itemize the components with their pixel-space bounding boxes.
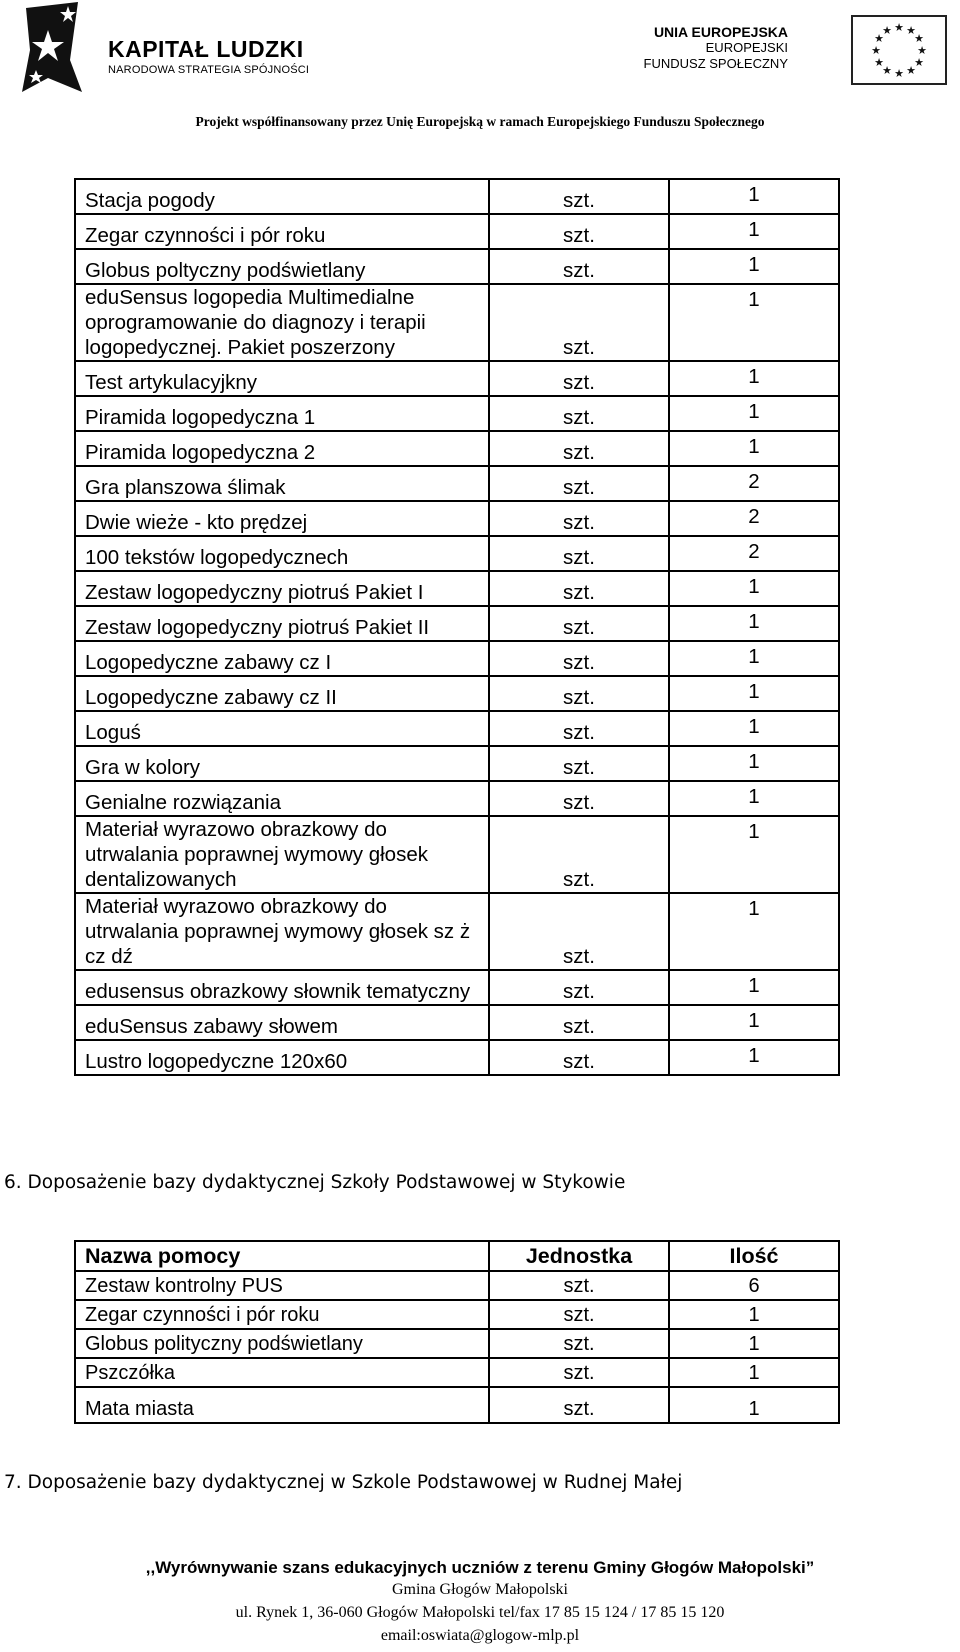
item-name: Zegar czynności i pór roku [75, 214, 489, 249]
item-unit: szt. [489, 466, 669, 501]
table-row [75, 249, 839, 284]
item-unit: szt. [489, 501, 669, 536]
table-row [75, 284, 839, 361]
item-name: Mata miasta [75, 1387, 489, 1423]
table-row [75, 1300, 839, 1329]
table-row [75, 179, 839, 214]
item-unit: szt. [489, 396, 669, 431]
item-name: Logopedyczne zabawy cz II [75, 676, 489, 711]
table-header-row [75, 1241, 839, 1271]
section-7-heading: 7. Doposażenie bazy dydaktycznej w Szkole Podstawowej w Rudnej Małej [4, 1472, 683, 1493]
item-name: Zestaw logopedyczny piotruś Pakiet I [75, 571, 489, 606]
item-unit: szt. [489, 1040, 669, 1075]
item-qty: 1 [669, 711, 839, 746]
table-row [75, 501, 839, 536]
table-row [75, 1005, 839, 1040]
item-name: Loguś [75, 711, 489, 746]
footer-project-title: ,,Wyrównywanie szans edukacyjnych uczniów z terenu Gminy Głogów Małopolski” [145, 1558, 815, 1577]
item-qty: 1 [669, 284, 839, 361]
svg-text:★: ★ [894, 21, 904, 34]
table-row [75, 606, 839, 641]
eu-flag-icon [851, 15, 947, 85]
item-qty: 1 [669, 781, 839, 816]
equipment-table-stykow [74, 1240, 840, 1424]
table2-head [75, 1241, 839, 1271]
item-name: 100 tekstów logopedycznech [75, 536, 489, 571]
item-qty: 1 [669, 606, 839, 641]
item-unit: szt. [489, 1300, 669, 1329]
item-unit: szt. [489, 711, 669, 746]
item-qty: 1 [669, 361, 839, 396]
eu-line-1: UNIA EUROPEJSKA [653, 24, 788, 40]
item-name: edusensus obrazkowy słownik tematyczny [75, 970, 489, 1005]
header-qty: Ilość [669, 1241, 839, 1271]
item-unit: szt. [489, 1271, 669, 1300]
svg-text:★: ★ [906, 24, 916, 37]
item-name: Stacja pogody [75, 179, 489, 214]
item-unit: szt. [489, 1358, 669, 1387]
item-unit: szt. [489, 746, 669, 781]
item-unit: szt. [489, 431, 669, 466]
item-name: Zestaw logopedyczny piotruś Pakiet II [75, 606, 489, 641]
item-unit: szt. [489, 641, 669, 676]
item-qty: 1 [669, 571, 839, 606]
item-name: Pszczółka [75, 1358, 489, 1387]
svg-text:★: ★ [894, 67, 904, 80]
page-header [0, 0, 960, 150]
item-unit: szt. [489, 893, 669, 970]
table-row [75, 676, 839, 711]
item-name: Globus poltyczny podświetlany [75, 249, 489, 284]
eu-text-block [644, 24, 788, 72]
item-name: Zestaw kontrolny PUS [75, 1271, 489, 1300]
table-row [75, 816, 839, 893]
svg-text:★: ★ [914, 56, 924, 69]
item-qty: 1 [669, 249, 839, 284]
item-qty: 1 [669, 1300, 839, 1329]
table-row [75, 1329, 839, 1358]
item-unit: szt. [489, 536, 669, 571]
item-qty: 1 [669, 816, 839, 893]
svg-text:★: ★ [871, 44, 881, 57]
table-row [75, 361, 839, 396]
table-row [75, 641, 839, 676]
table-row [75, 970, 839, 1005]
svg-text:★: ★ [874, 56, 884, 69]
item-unit: szt. [489, 1387, 669, 1423]
item-name: Materiał wyrazowo obrazkowy do utrwalania poprawnej wymowy głosek sz ż cz dź [75, 893, 489, 970]
item-name: Dwie wieże - kto prędzej [75, 501, 489, 536]
item-name: Materiał wyrazowo obrazkowy do utrwalania poprawnej wymowy głosek dentalizowanych [75, 816, 489, 893]
item-unit: szt. [489, 970, 669, 1005]
table1-body [75, 179, 839, 1075]
kapital-ludzki-logo [18, 0, 338, 98]
page-footer [0, 1558, 960, 1647]
footer-address: ul. Rynek 1, 36-060 Głogów Małopolski tel/fax 17 85 15 124 / 17 85 15 120 [235, 1604, 725, 1621]
item-qty: 1 [669, 1329, 839, 1358]
eu-line-2: EUROPEJSKI [705, 40, 788, 55]
item-qty: 2 [669, 501, 839, 536]
table-row [75, 711, 839, 746]
equipment-table-logopedic [74, 178, 840, 1076]
table-row [75, 396, 839, 431]
item-qty: 1 [669, 214, 839, 249]
header-unit: Jednostka [489, 1241, 669, 1271]
item-unit: szt. [489, 676, 669, 711]
item-qty: 1 [669, 431, 839, 466]
item-unit: szt. [489, 1329, 669, 1358]
kapital-ludzki-star-icon [18, 0, 88, 96]
footer-org: Gmina Głogów Małopolski [392, 1581, 568, 1598]
table-row [75, 571, 839, 606]
table-row [75, 431, 839, 466]
section-6-heading: 6. Doposażenie bazy dydaktycznej Szkoły Podstawowej w Stykowie [4, 1172, 626, 1193]
item-name: Zegar czynności i pór roku [75, 1300, 489, 1329]
item-unit: szt. [489, 214, 669, 249]
item-unit: szt. [489, 781, 669, 816]
item-name: Piramida logopedyczna 1 [75, 396, 489, 431]
item-qty: 1 [669, 396, 839, 431]
item-unit: szt. [489, 249, 669, 284]
item-qty: 1 [669, 1387, 839, 1423]
item-qty: 1 [669, 893, 839, 970]
table-row [75, 536, 839, 571]
cofinancing-note: Projekt współfinansowany przez Unię Europejską w ramach Europejskiego Funduszu Społecznego [195, 114, 765, 129]
svg-text:★: ★ [874, 32, 884, 45]
kapital-ludzki-title: KAPITAŁ LUDZKI [108, 36, 304, 62]
item-unit: szt. [489, 1005, 669, 1040]
item-name: Piramida logopedyczna 2 [75, 431, 489, 466]
table-row [75, 746, 839, 781]
item-unit: szt. [489, 361, 669, 396]
table-row [75, 1358, 839, 1387]
item-qty: 2 [669, 466, 839, 501]
item-qty: 1 [669, 1358, 839, 1387]
item-name: Gra planszowa ślimak [75, 466, 489, 501]
table-row [75, 1040, 839, 1075]
table-row [75, 1387, 839, 1423]
svg-text:★: ★ [882, 24, 892, 37]
item-name: Lustro logopedyczne 120x60 [75, 1040, 489, 1075]
item-name: Globus polityczny podświetlany [75, 1329, 489, 1358]
item-qty: 1 [669, 970, 839, 1005]
item-name: eduSensus zabawy słowem [75, 1005, 489, 1040]
footer-email: email:oswiata@glogow-mlp.pl [380, 1627, 580, 1644]
item-qty: 1 [669, 676, 839, 711]
item-qty: 2 [669, 536, 839, 571]
item-name: Gra w kolory [75, 746, 489, 781]
eu-line-3: FUNDUSZ SPOŁECZNY [643, 56, 788, 71]
item-qty: 1 [669, 1005, 839, 1040]
item-qty: 1 [669, 179, 839, 214]
item-name: Test artykulacyjkny [75, 361, 489, 396]
table-row [75, 781, 839, 816]
svg-text:★: ★ [917, 44, 927, 57]
item-name: eduSensus logopedia Multimedialne oprogramowanie do diagnozy i terapii logopedycznej. Pakiet poszerzony [75, 284, 489, 361]
item-qty: 1 [669, 1040, 839, 1075]
header-name: Nazwa pomocy [75, 1241, 489, 1271]
table-row [75, 214, 839, 249]
item-unit: szt. [489, 816, 669, 893]
kapital-ludzki-subtitle: NARODOWA STRATEGIA SPÓJNOŚCI [108, 64, 310, 76]
item-unit: szt. [489, 571, 669, 606]
item-qty: 1 [669, 641, 839, 676]
svg-text:★: ★ [906, 64, 916, 77]
svg-text:★: ★ [914, 32, 924, 45]
item-unit: szt. [489, 284, 669, 361]
table-row [75, 893, 839, 970]
table-row [75, 1271, 839, 1300]
table-row [75, 466, 839, 501]
item-qty: 6 [669, 1271, 839, 1300]
item-qty: 1 [669, 746, 839, 781]
item-unit: szt. [489, 606, 669, 641]
item-name: Logopedyczne zabawy cz I [75, 641, 489, 676]
table2-body [75, 1271, 839, 1423]
item-name: Genialne rozwiązania [75, 781, 489, 816]
svg-text:★: ★ [882, 64, 892, 77]
item-unit: szt. [489, 179, 669, 214]
